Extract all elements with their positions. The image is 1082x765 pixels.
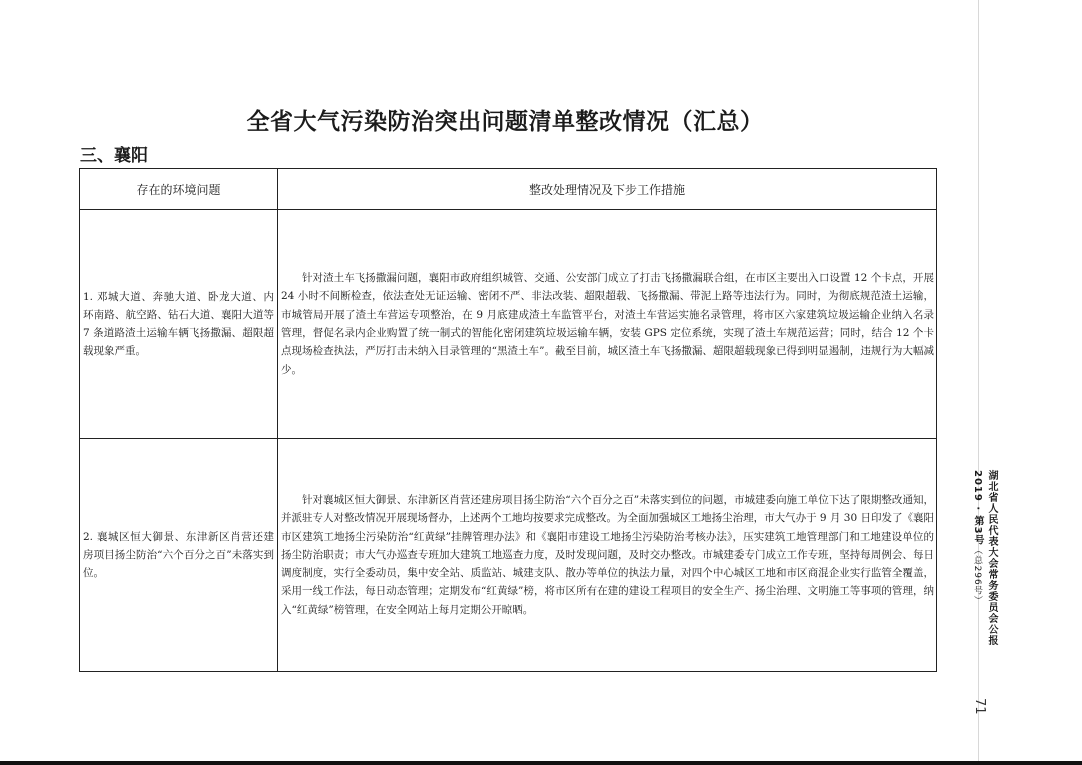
problem-text: 2. 襄城区恒大御景、东津新区肖营还建房项目扬尘防治“六个百分之百”未落实到位。 — [83, 531, 274, 579]
measure-text: 针对渣土车飞扬撒漏问题，襄阳市政府组织城管、交通、公安部门成立了打击飞扬撒漏联合组，在市区主要出入口设置 12 个卡点，开展 24 小时不间断检查，依法查处无证运输、密闭不严、非法改装、超限超载、飞扬撒漏、带泥上路等违法行为。同时，为彻底规范渣土运输，市城管局开展了渣土车营运专项整治，在 9 月底建成渣土车监管平台，对渣土车营运实施名录管理，将市区六家建筑垃圾运输企业纳入名录管理，督促名录内企业购置了统一制式的智能化密闭建筑垃圾运输车辆，安装 GPS 定位系统，实现了渣土车规范运营；同时，结合 12 个卡点现场检查执法，严厉打击未纳入目录管理的“黑渣土车”。截至目前，城区渣土车飞扬撒漏、超限超载现象已得到明显遏制，违规行为大幅减少。 — [281, 272, 934, 376]
measure-cell — [278, 439, 937, 672]
problem-cell — [80, 439, 278, 672]
total-issue-number: （总296号） — [972, 545, 982, 606]
table-row — [80, 210, 937, 439]
column-header-problem: 存在的环境问题 — [80, 169, 278, 210]
section-heading: 三、襄阳 — [80, 146, 148, 166]
bottom-rule — [0, 761, 1082, 765]
publication-caption — [958, 470, 998, 690]
measure-text: 针对襄城区恒大御景、东津新区肖营还建房项目扬尘防治“六个百分之百”未落实到位的问题，市城建委向施工单位下达了限期整改通知，并派驻专人对整改情况开展现场督办，上述两个工地均按要求完成整改。为全面加强城区工地扬尘治理，市大气办于 9 月 30 日印发了《襄阳市区建筑工地扬尘污染防治“红黄绿”挂牌管理办法》和《襄阳市建设工地扬尘污染防治考核办法》，压实建筑工地管理部门和工地建设单位的扬尘防治职责；市大气办巡查专班加大建筑工地巡查力度，及时发现问题，及时交办整改。市城建委专门成立工作专班，坚持每周例会、每日调度制度，实行全委动员，集中安全站、质监站、城建支队、散办等单位的执法力量，对四个中心城区工地和市区商混企业实行监管全覆盖，采用一线工作法，每日动态管理；定期发布“红黄绿”榜，将市区所有在建的建设工程项目的安全生产、扬尘治理、文明施工等事项的管理，纳入“红黄绿”榜管理，在安全网站上每月定期公开晾晒。 — [281, 493, 934, 616]
page-number: 71 — [972, 698, 987, 715]
column-header-measures: 整改处理情况及下步工作措施 — [278, 169, 937, 210]
page-title: 全省大气污染防治突出问题清单整改情况（汇总） — [246, 108, 764, 135]
table-header-row — [80, 169, 937, 210]
problem-text: 1. 邓城大道、奔驰大道、卧龙大道、内环南路、航空路、钻石大道、襄阳大道等 7 条道路渣土运输车辆飞扬撒漏、超限超载现象严重。 — [83, 291, 274, 357]
table-row — [80, 439, 937, 672]
issue-number: 2019 · 第3号 — [972, 470, 983, 546]
problem-cell — [80, 210, 278, 439]
publication-name: 湖北省人民代表大会常务委员会公报 — [986, 470, 997, 646]
issues-table — [79, 168, 937, 672]
measure-cell — [278, 210, 937, 439]
